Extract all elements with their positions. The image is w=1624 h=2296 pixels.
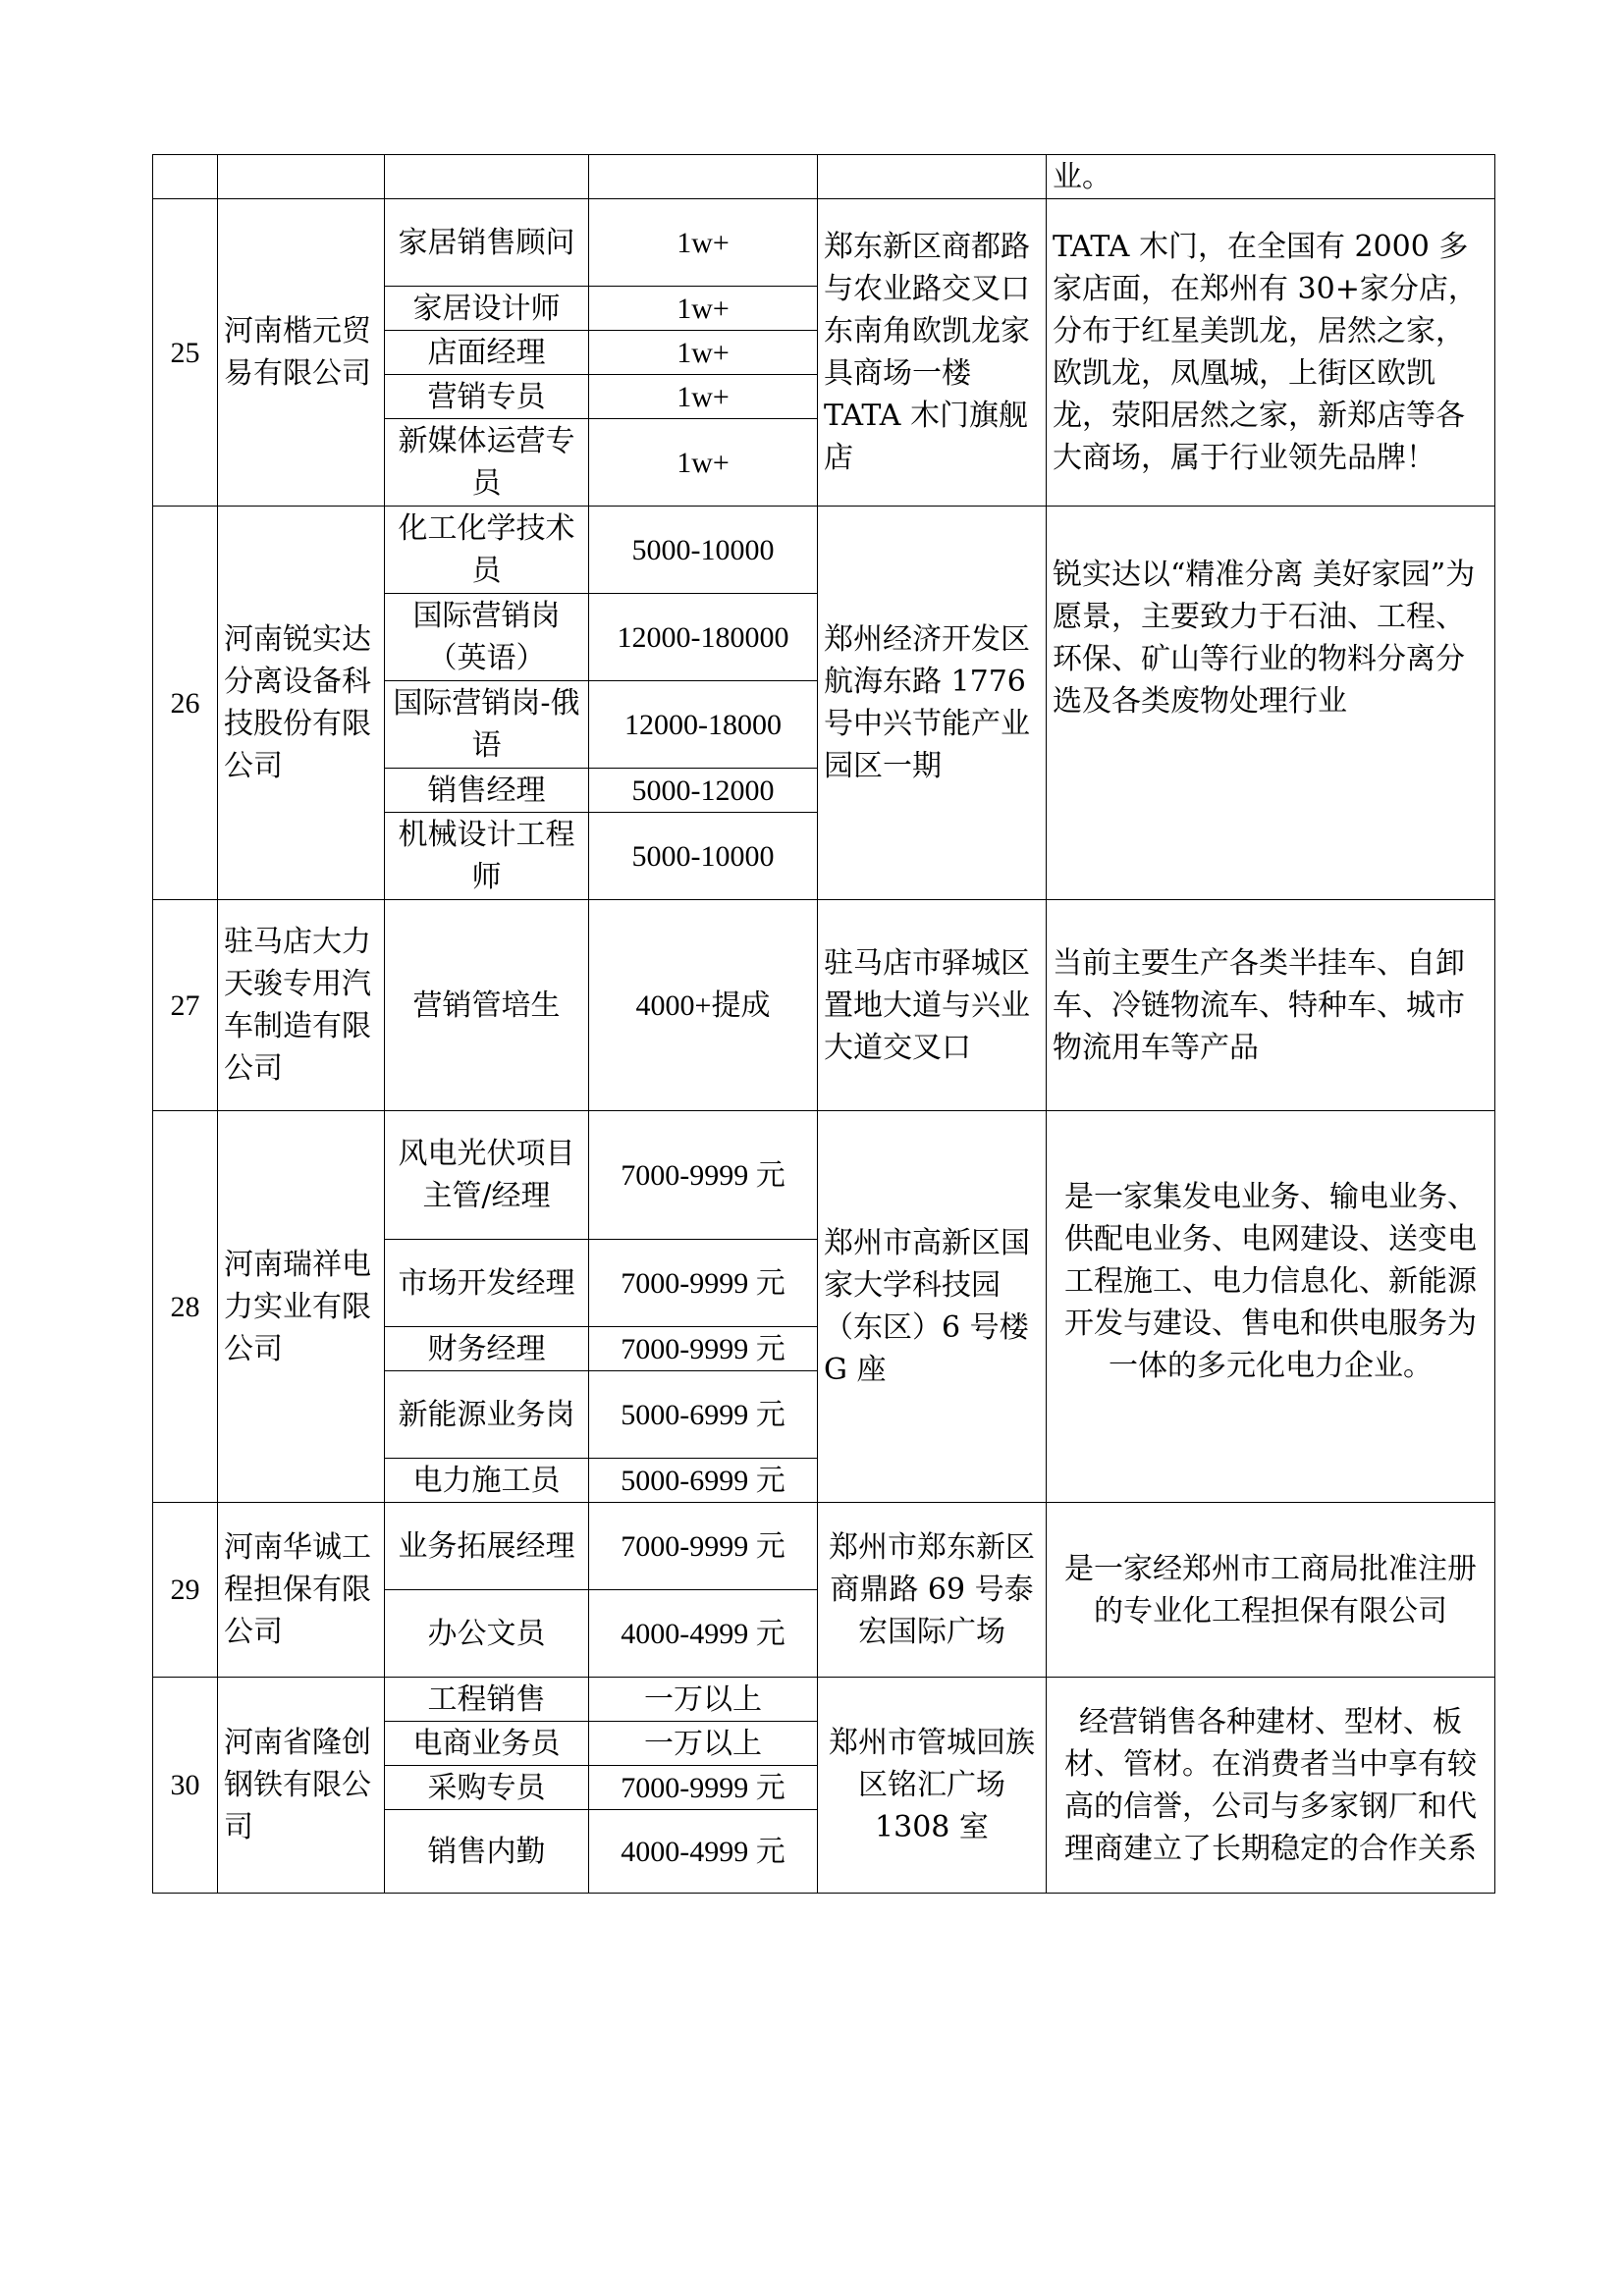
job-salary: 5000-10000 <box>589 507 818 594</box>
company-description: 经营销售各种建材、型材、板材、管材。在消费者当中享有较高的信誉，公司与多家钢厂和代理商建立了长期稳定的合作关系 <box>1047 1678 1495 1894</box>
company-number: 30 <box>153 1678 218 1894</box>
job-title: 营销专员 <box>385 375 589 419</box>
cell-empty <box>385 155 589 199</box>
continuation-row <box>153 155 1495 199</box>
cell-empty <box>153 155 218 199</box>
job-salary: 7000-9999 元 <box>589 1503 818 1590</box>
job-title: 风电光伏项目主管/经理 <box>385 1111 589 1240</box>
cell-empty <box>589 155 818 199</box>
job-salary: 1w+ <box>589 199 818 287</box>
job-salary: 一万以上 <box>589 1678 818 1722</box>
job-salary: 一万以上 <box>589 1722 818 1766</box>
company-name: 河南瑞祥电力实业有限公司 <box>218 1111 385 1503</box>
job-salary: 12000-18000 <box>589 681 818 769</box>
company-address: 郑州市高新区国家大学科技园（东区）6 号楼 G 座 <box>818 1111 1047 1503</box>
company-description: 是一家经郑州市工商局批准注册的专业化工程担保有限公司 <box>1047 1503 1495 1678</box>
job-salary: 1w+ <box>589 419 818 507</box>
company-address: 郑州经济开发区航海东路 1776 号中兴节能产业园区一期 <box>818 507 1047 900</box>
job-title: 采购专员 <box>385 1766 589 1810</box>
company-name: 驻马店大力天骏专用汽车制造有限公司 <box>218 900 385 1111</box>
company-number: 29 <box>153 1503 218 1678</box>
job-title: 新能源业务岗 <box>385 1371 589 1459</box>
company-number: 27 <box>153 900 218 1111</box>
job-title: 店面经理 <box>385 331 589 375</box>
table-row <box>153 900 1495 1111</box>
company-name: 河南楷元贸易有限公司 <box>218 199 385 507</box>
company-number: 25 <box>153 199 218 507</box>
job-salary: 4000-4999 元 <box>589 1590 818 1678</box>
company-description: 锐实达以“精准分离 美好家园”为愿景，主要致力于石油、工程、环保、矿山等行业的物料分离分选及各类废物处理行业 <box>1047 507 1495 900</box>
job-title: 办公文员 <box>385 1590 589 1678</box>
company-description: 当前主要生产各类半挂车、自卸车、冷链物流车、特种车、城市物流用车等产品 <box>1047 900 1495 1111</box>
job-salary: 1w+ <box>589 331 818 375</box>
company-number: 26 <box>153 507 218 900</box>
company-description: 是一家集发电业务、输电业务、供配电业务、电网建设、送变电工程施工、电力信息化、新能源开发与建设、售电和供电服务为一体的多元化电力企业。 <box>1047 1111 1495 1503</box>
job-title: 工程销售 <box>385 1678 589 1722</box>
table-row <box>153 507 1495 594</box>
job-title: 市场开发经理 <box>385 1240 589 1327</box>
job-salary: 7000-9999 元 <box>589 1327 818 1371</box>
job-title: 机械设计工程师 <box>385 813 589 900</box>
job-salary: 5000-12000 <box>589 769 818 813</box>
company-name: 河南华诚工程担保有限公司 <box>218 1503 385 1678</box>
job-salary: 1w+ <box>589 287 818 331</box>
company-name: 河南锐实达分离设备科技股份有限公司 <box>218 507 385 900</box>
company-address: 郑州市管城回族区铭汇广场 1308 室 <box>818 1678 1047 1894</box>
job-title: 财务经理 <box>385 1327 589 1371</box>
job-title: 化工化学技术员 <box>385 507 589 594</box>
job-title: 家居销售顾问 <box>385 199 589 287</box>
job-title: 业务拓展经理 <box>385 1503 589 1590</box>
job-salary: 4000+提成 <box>589 900 818 1111</box>
table-row <box>153 1111 1495 1240</box>
job-salary: 1w+ <box>589 375 818 419</box>
job-salary: 7000-9999 元 <box>589 1766 818 1810</box>
company-address: 驻马店市驿城区置地大道与兴业大道交叉口 <box>818 900 1047 1111</box>
company-number: 28 <box>153 1111 218 1503</box>
job-title: 国际营销岗-俄语 <box>385 681 589 769</box>
job-salary: 7000-9999 元 <box>589 1240 818 1327</box>
job-salary: 7000-9999 元 <box>589 1111 818 1240</box>
job-title: 营销管培生 <box>385 900 589 1111</box>
company-description: TATA 木门，在全国有 2000 多家店面，在郑州有 30+家分店，分布于红星美凯龙，居然之家，欧凯龙，凤凰城，上街区欧凯龙，荥阳居然之家，新郑店等各大商场，属于行业领先品牌！ <box>1047 199 1495 507</box>
job-title: 电商业务员 <box>385 1722 589 1766</box>
job-title: 销售内勤 <box>385 1810 589 1894</box>
job-title: 家居设计师 <box>385 287 589 331</box>
job-salary: 4000-4999 元 <box>589 1810 818 1894</box>
table-row <box>153 199 1495 287</box>
job-salary: 12000-180000 <box>589 594 818 681</box>
job-salary: 5000-6999 元 <box>589 1459 818 1503</box>
table-row <box>153 1503 1495 1590</box>
job-listing-table <box>152 154 1495 1894</box>
cell-empty <box>218 155 385 199</box>
job-title: 销售经理 <box>385 769 589 813</box>
company-description: 业。 <box>1047 155 1495 199</box>
company-name: 河南省隆创钢铁有限公司 <box>218 1678 385 1894</box>
job-title: 国际营销岗（英语） <box>385 594 589 681</box>
cell-empty <box>818 155 1047 199</box>
job-title: 电力施工员 <box>385 1459 589 1503</box>
job-salary: 5000-6999 元 <box>589 1371 818 1459</box>
company-address: 郑东新区商都路与农业路交叉口东南角欧凯龙家具商场一楼 TATA 木门旗舰店 <box>818 199 1047 507</box>
table-row <box>153 1678 1495 1722</box>
job-salary: 5000-10000 <box>589 813 818 900</box>
job-title: 新媒体运营专员 <box>385 419 589 507</box>
company-address: 郑州市郑东新区商鼎路 69 号泰宏国际广场 <box>818 1503 1047 1678</box>
